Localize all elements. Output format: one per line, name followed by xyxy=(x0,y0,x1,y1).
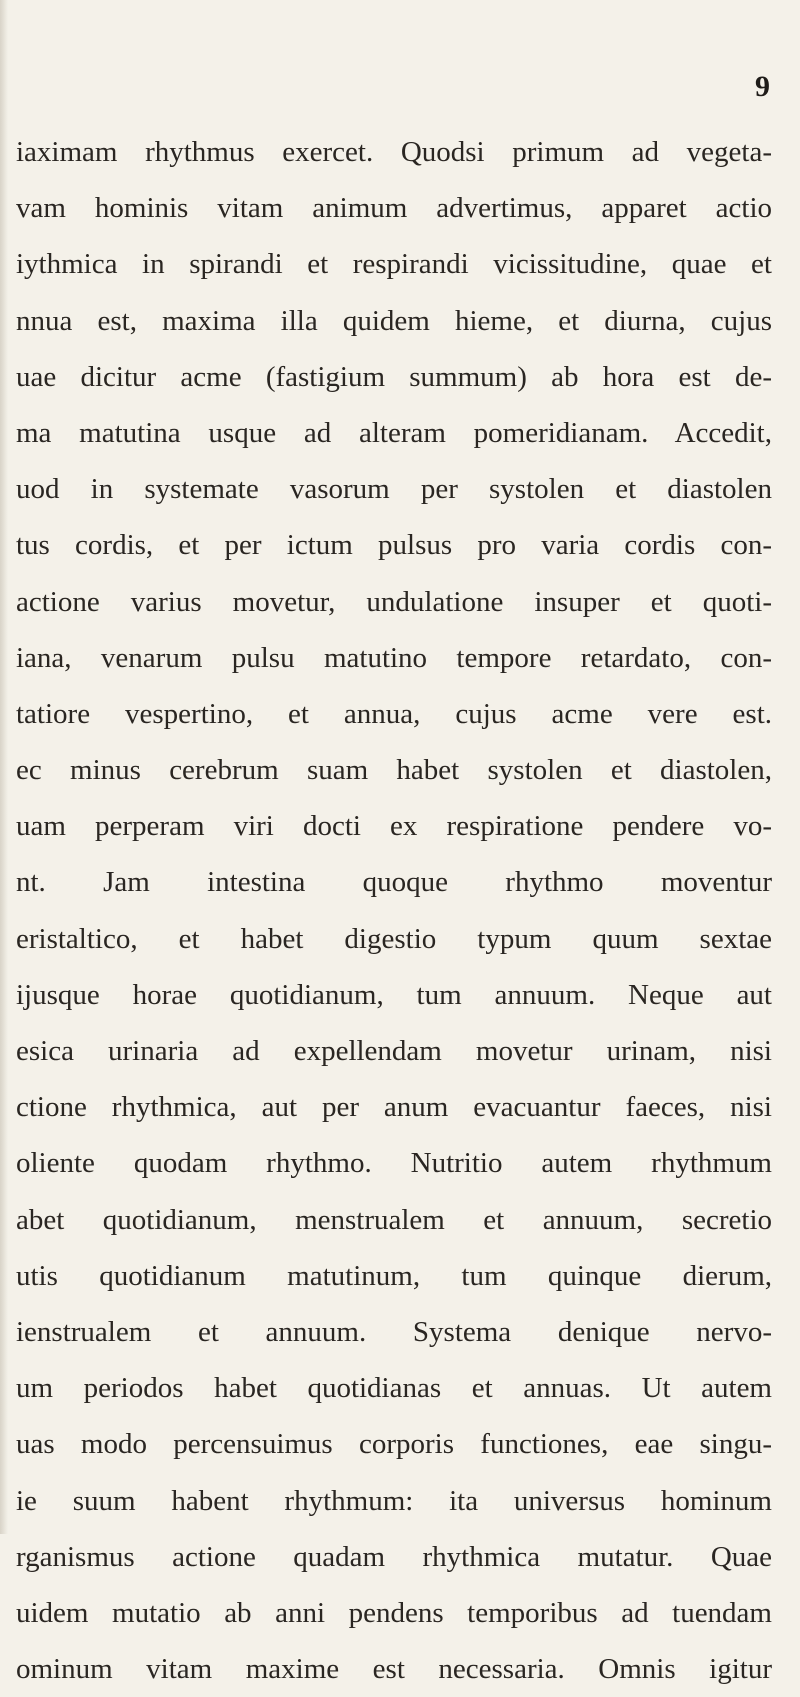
body-text xyxy=(16,124,772,1697)
text-line: nt. Jam intestina quoque rhythmo moventur xyxy=(16,866,772,899)
text-line: uod in systemate vasorum per systolen et diastolen xyxy=(16,473,772,506)
text-line: iythmica in spirandi et respirandi vicissitudine, quae et xyxy=(16,248,772,281)
text-line: rganismus actione quadam rhythmica mutatur. Quae xyxy=(16,1540,772,1573)
text-line: tus cordis, et per ictum pulsus pro varia cordis con- xyxy=(16,529,772,562)
text-line: uae dicitur acme (fastigium summum) ab hora est de- xyxy=(16,360,772,393)
text-line: ie suum habent rhythmum: ita universus hominum xyxy=(16,1484,772,1517)
text-line: ominum vitam maxime est necessaria. Omnis igitur xyxy=(16,1653,772,1686)
text-line: abet quotidianum, menstrualem et annuum, secretio xyxy=(16,1203,772,1236)
text-line: ijusque horae quotidianum, tum annuum. Neque aut xyxy=(16,978,772,1011)
text-line: ma matutina usque ad alteram pomeridianam. Accedit, xyxy=(16,416,772,449)
text-line: ec minus cerebrum suam habet systolen et diastolen, xyxy=(16,754,772,787)
text-line: ctione rhythmica, aut per anum evacuantur faeces, nisi xyxy=(16,1091,772,1124)
text-line: iaximam rhythmus exercet. Quodsi primum ad vegeta- xyxy=(16,136,772,168)
text-line: ienstrualem et annuum. Systema denique nervo- xyxy=(16,1315,772,1348)
text-line: oliente quodam rhythmo. Nutritio autem rhythmum xyxy=(16,1147,772,1180)
text-line: tatiore vespertino, et annua, cujus acme vere est. xyxy=(16,697,772,730)
text-line: uam perperam viri docti ex respiratione pendere vo- xyxy=(16,810,772,843)
text-line: actione varius movetur, undulatione insuper et quoti- xyxy=(16,585,772,618)
text-line: esica urinaria ad expellendam movetur urinam, nisi xyxy=(16,1035,772,1067)
text-line: vam hominis vitam animum advertimus, apparet actio xyxy=(16,192,772,225)
text-line: uas modo percensuimus corporis functiones, eae singu- xyxy=(16,1428,772,1461)
page-number: 9 xyxy=(755,70,770,103)
text-line: iana, venarum pulsu matutino tempore retardato, con- xyxy=(16,641,772,674)
binding-edge xyxy=(0,0,8,1534)
text-line: um periodos habet quotidianas et annuas. Ut autem xyxy=(16,1372,772,1405)
text-line: eristaltico, et habet digestio typum quum sextae xyxy=(16,922,772,955)
text-line: nnua est, maxima illa quidem hieme, et diurna, cujus xyxy=(16,304,772,337)
text-line: uidem mutatio ab anni pendens temporibus ad tuendam xyxy=(16,1596,772,1629)
text-line: utis quotidianum matutinum, tum quinque dierum, xyxy=(16,1259,772,1292)
